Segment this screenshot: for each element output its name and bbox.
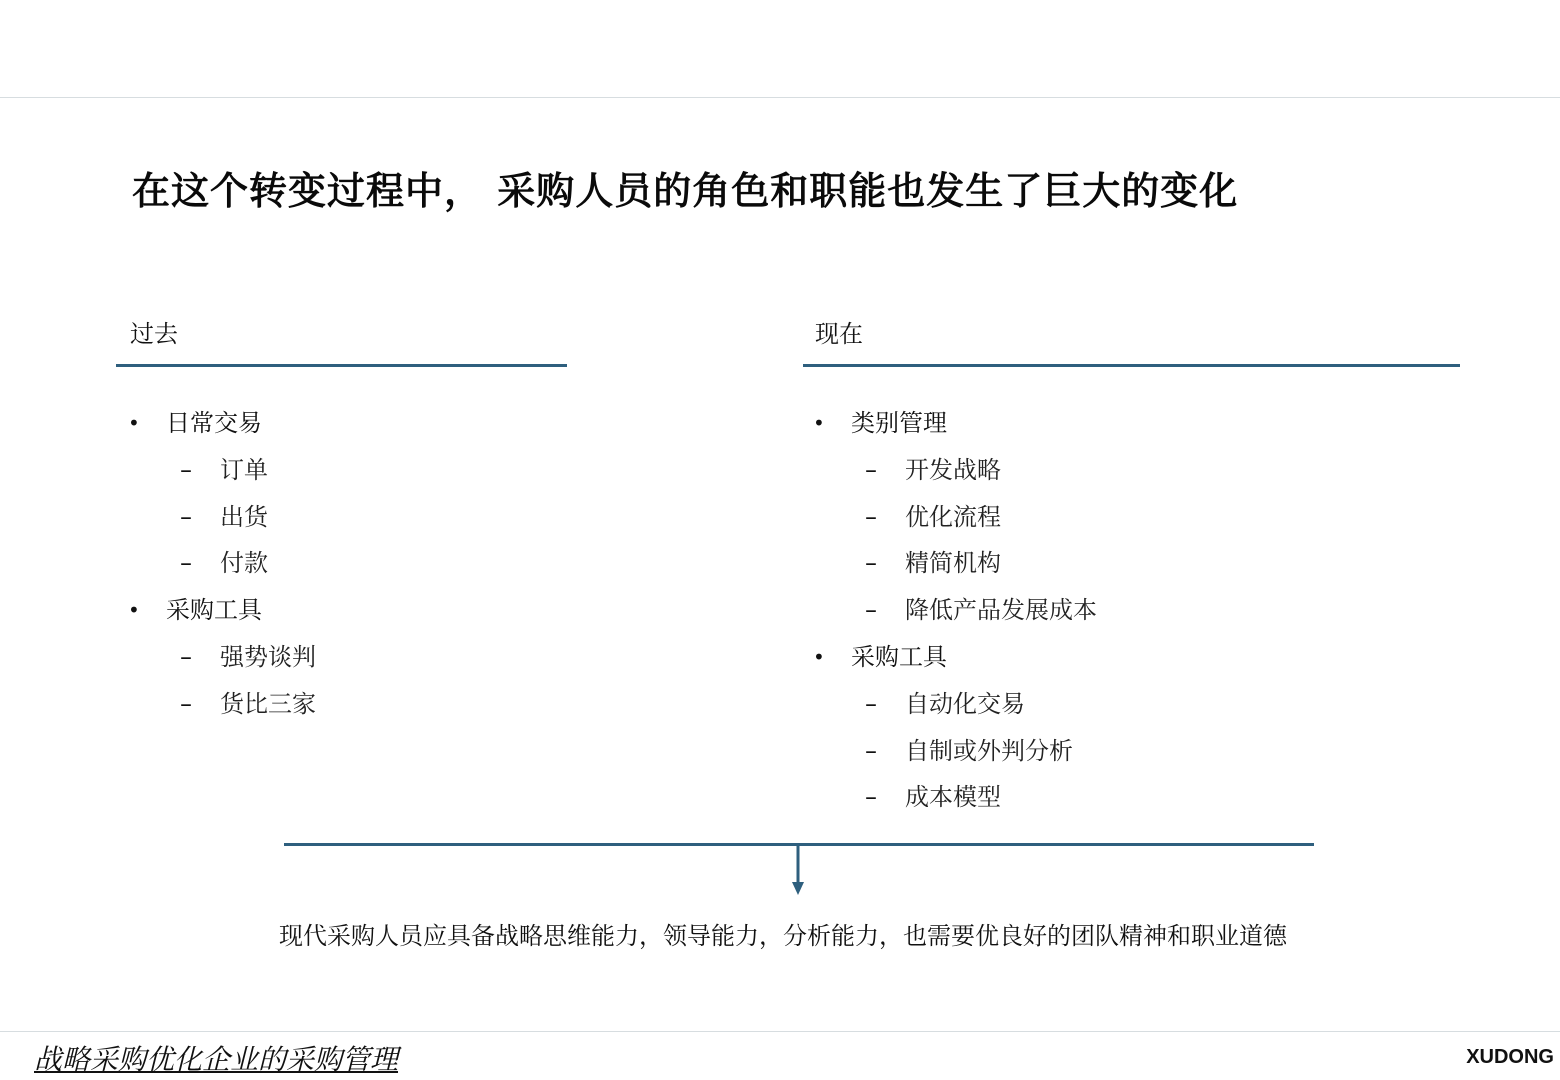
- dash-marker: –: [865, 502, 877, 531]
- dash-marker: –: [865, 783, 877, 812]
- dash-marker: –: [865, 689, 877, 718]
- footer-title: 战略采购优化企业的采购管理: [34, 1043, 399, 1076]
- bullet-item: [116, 400, 566, 447]
- item-text: 精简机构: [905, 549, 1001, 578]
- bullet-item: [801, 400, 1451, 447]
- item-text: 开发战略: [905, 455, 1001, 484]
- bullet-item: [116, 587, 566, 634]
- present-heading: 现在: [815, 320, 863, 348]
- item-text: 降低产品发展成本: [905, 596, 1097, 625]
- past-heading-rule: [116, 364, 567, 367]
- sub-bullet-item: [801, 540, 1451, 587]
- present-list: [801, 400, 1451, 821]
- dash-marker: –: [180, 502, 192, 531]
- bullet-marker: •: [813, 644, 825, 669]
- slide-title: 在这个转变过程中， 采购人员的角色和职能也发生了巨大的变化: [132, 169, 1239, 213]
- bottom-divider: [0, 1031, 1560, 1032]
- item-text: 货比三家: [220, 689, 316, 718]
- item-text: 自制或外判分析: [905, 736, 1073, 765]
- item-text: 成本模型: [905, 783, 1001, 812]
- past-list: [116, 400, 566, 728]
- dash-marker: –: [865, 736, 877, 765]
- top-divider: [0, 97, 1560, 98]
- present-heading-rule: [803, 364, 1460, 367]
- sub-bullet-item: [801, 494, 1451, 541]
- item-text: 采购工具: [851, 642, 947, 671]
- dash-marker: –: [180, 549, 192, 578]
- sub-bullet-item: [116, 494, 566, 541]
- item-text: 类别管理: [851, 409, 947, 437]
- sub-bullet-item: [116, 447, 566, 494]
- down-arrow-icon: [790, 846, 806, 896]
- item-text: 强势谈判: [220, 642, 316, 671]
- sub-bullet-item: [116, 634, 566, 681]
- item-text: 优化流程: [905, 502, 1001, 531]
- dash-marker: –: [865, 549, 877, 578]
- sub-bullet-item: [801, 774, 1451, 821]
- sub-bullet-item: [801, 587, 1451, 634]
- sub-bullet-item: [801, 728, 1451, 775]
- item-text: 订单: [220, 455, 268, 484]
- item-text: 付款: [220, 549, 268, 578]
- item-text: 出货: [220, 502, 268, 531]
- summary-statement: 现代采购人员应具备战略思维能力，领导能力，分析能力，也需要优良好的团队精神和职业道德: [279, 922, 1287, 950]
- bullet-marker: •: [128, 411, 140, 435]
- bullet-marker: •: [813, 411, 825, 435]
- sub-bullet-item: [801, 681, 1451, 728]
- item-text: 采购工具: [166, 596, 262, 625]
- dash-marker: –: [865, 455, 877, 484]
- dash-marker: –: [180, 642, 192, 671]
- dash-marker: –: [180, 455, 192, 484]
- item-text: 自动化交易: [905, 689, 1025, 718]
- sub-bullet-item: [116, 681, 566, 728]
- bullet-item: [801, 634, 1451, 681]
- item-text: 日常交易: [166, 409, 262, 437]
- dash-marker: –: [180, 689, 192, 718]
- past-heading: 过去: [130, 320, 178, 348]
- sub-bullet-item: [801, 447, 1451, 494]
- footer-brand: XUDONG: [1466, 1046, 1554, 1068]
- sub-bullet-item: [116, 540, 566, 587]
- bullet-marker: •: [128, 598, 140, 623]
- dash-marker: –: [865, 596, 877, 625]
